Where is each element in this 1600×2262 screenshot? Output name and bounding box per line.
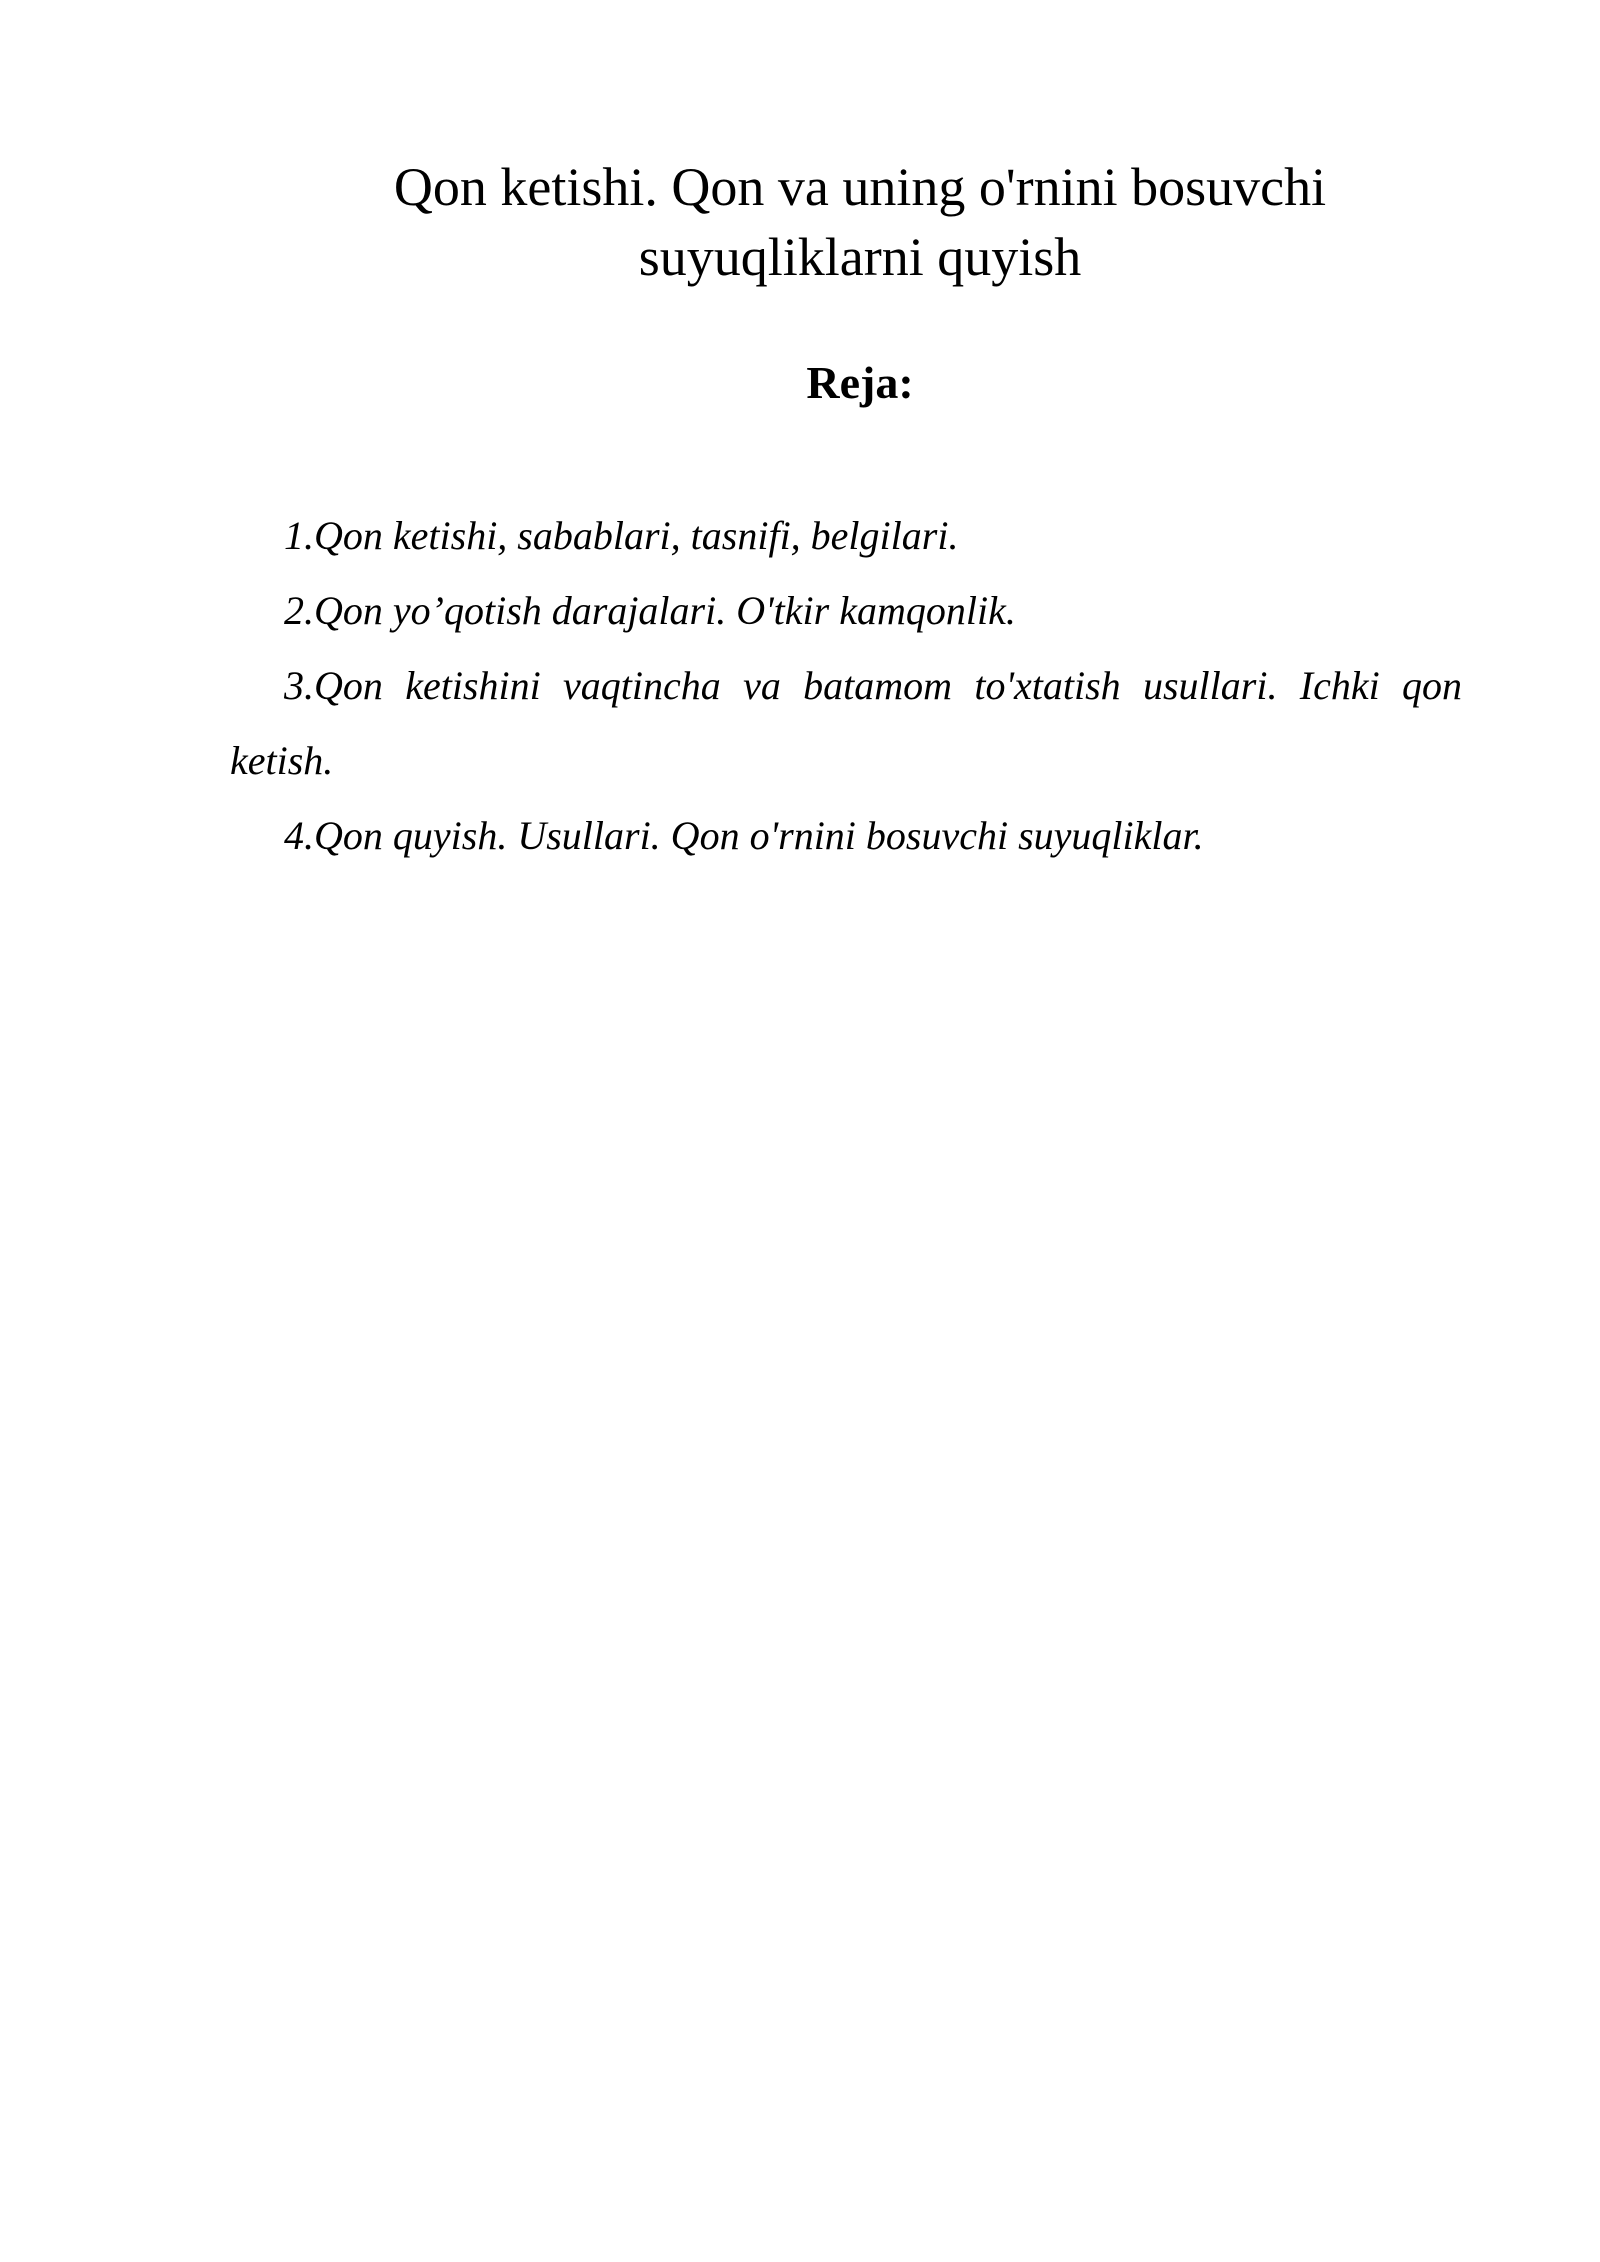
- plan-item: 1.Qon ketishi, sabablari, tasnifi, belgilari.: [284, 513, 959, 558]
- plan-list: [230, 498, 1462, 873]
- plan-item: 4.Qon quyish. Usullari. Qon o'rnini bosuvchi suyuqliklar.: [284, 813, 1204, 858]
- plan-item: 2.Qon yo’qotish darajalari. O'tkir kamqonlik.: [284, 588, 1016, 633]
- plan-item: 3.Qon ketishini vaqtincha va batamom to'xtatish usullari. Ichki qon ketish.: [230, 663, 1462, 783]
- plan-heading: Reja:: [806, 357, 914, 408]
- document-title: [230, 152, 1490, 292]
- title-line-2: suyuqliklarni quyish: [638, 227, 1082, 287]
- title-line-1: Qon ketishi. Qon va uning o'rnini bosuvchi: [393, 157, 1327, 217]
